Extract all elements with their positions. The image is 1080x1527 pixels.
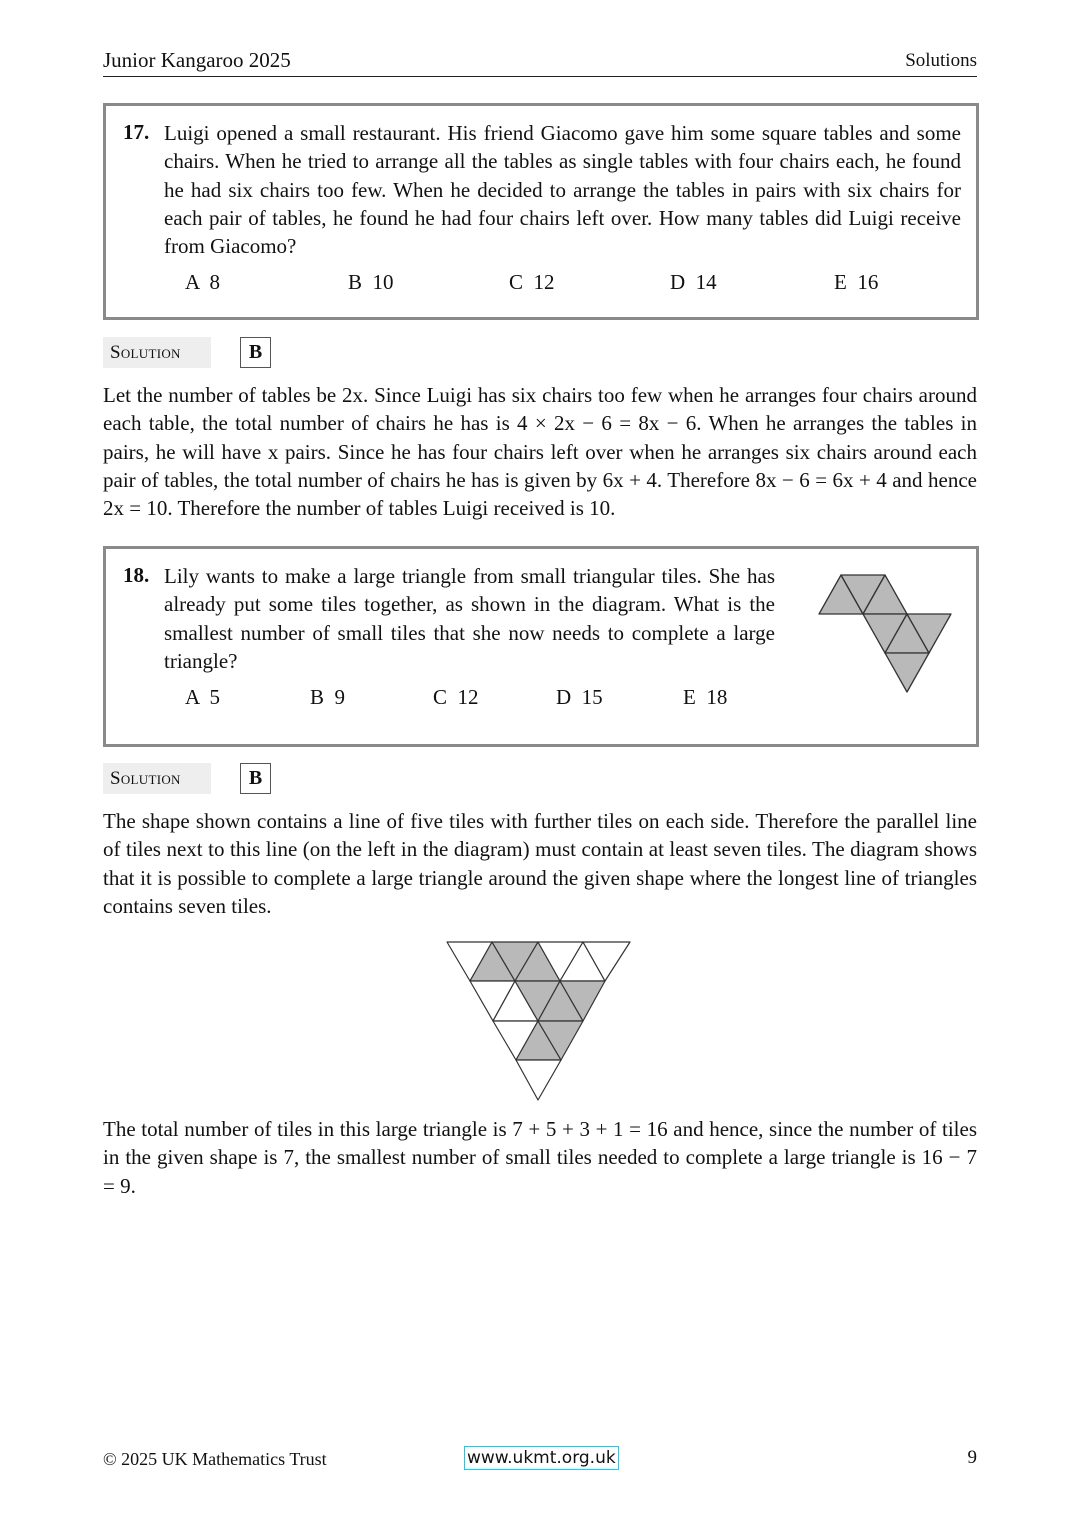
option-e: E 18 [683, 685, 728, 709]
option-b: B 10 [348, 270, 394, 294]
solution-conclusion-text: The total number of tiles in this large triangle is 7 + 5 + 3 + 1 = 16 and hence, since the number of tiles in the given shape is 7, the smallest number of small tiles needed to complete a large triangle is 16 − 7 = 9. [103, 1117, 977, 1198]
option-b: B 9 [310, 685, 346, 709]
tile [516, 1060, 561, 1100]
header-section: Solutions [905, 50, 977, 71]
question-number: 17. [123, 120, 150, 144]
solution-answer-badge: B [240, 763, 271, 794]
option-a: A 8 [185, 270, 221, 294]
question-number: 18. [123, 563, 150, 587]
option-d: D 14 [670, 270, 717, 294]
option-a: A 5 [185, 685, 221, 709]
option-d: D 15 [556, 685, 603, 709]
solution-label: Solution [103, 763, 211, 794]
solution-text: Let the number of tables be 2x. Since Luigi has six chairs too few when he arranges four chairs around each table, the total number of chairs he has is 4 × 2x − 6 = 8x − 6. When he arranges the tables in pairs, he will have x pairs. Since he has four chairs left over when he arranges six chairs around each pair of tables, the total number of chairs he has is given by 6x + 4. Therefore 8x − 6 = 6x + 4 and hence 2x = 10. Therefore the number of tables Luigi received is 10. [103, 383, 977, 521]
footer-website-link[interactable]: www.ukmt.org.uk [464, 1446, 619, 1470]
header-divider [103, 76, 977, 77]
option-c: C 12 [433, 685, 479, 709]
solution-answer-badge: B [240, 337, 271, 368]
page-number: 9 [967, 1447, 977, 1468]
tile-shape-diagram [816, 571, 966, 706]
question-text: Lily wants to make a large triangle from small triangular tiles. She has already put some tiles together, as shown in the diagram. What is the smallest number of small tiles that she now needs to complete a large triangle? [164, 564, 775, 673]
option-c: C 12 [509, 270, 555, 294]
solution-label: Solution [103, 337, 211, 368]
option-e: E 16 [834, 270, 879, 294]
question-text: Luigi opened a small restaurant. His friend Giacomo gave him some square tables and some chairs. When he tried to arrange all the tables as single tables with four chairs each, he found he had six chairs too few. When he decided to arrange the tables in pairs with six chairs for each pair of tables, he found he had four chairs left over. How many tables did Luigi receive from Giacomo? [164, 121, 961, 259]
question-17-box [103, 103, 979, 320]
tile [885, 653, 929, 692]
question-18-box [103, 546, 979, 747]
solution-text: The shape shown contains a line of five tiles with further tiles on each side. Therefore the parallel line of tiles next to this line (on the left in the diagram) must contain at least seven tiles. The diagram shows that it is possible to complete a large triangle around the given shape where the longest line of triangles contains seven tiles. [103, 809, 977, 918]
footer-copyright: © 2025 UK Mathematics Trust [103, 1449, 327, 1469]
header-title: Junior Kangaroo 2025 [103, 48, 291, 72]
completed-triangle-diagram [444, 939, 634, 1104]
